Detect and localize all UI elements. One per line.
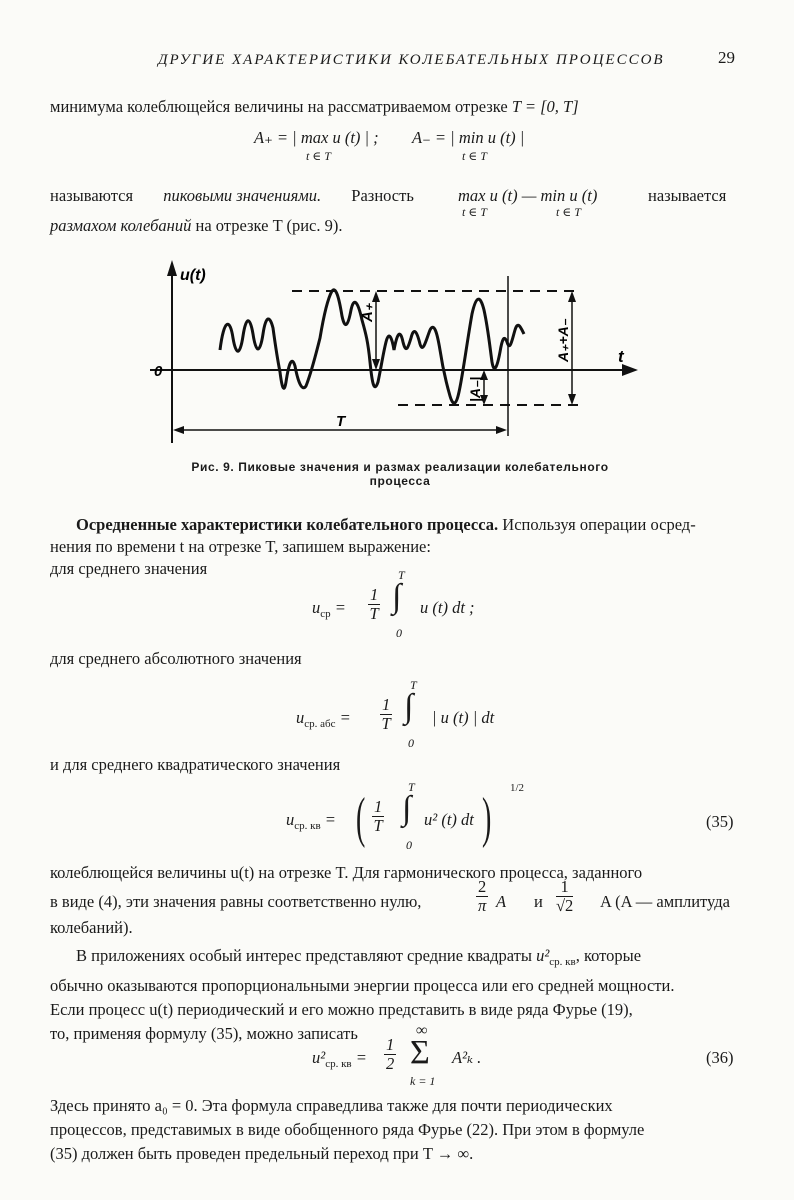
mean-lhs-sub: ср [320,608,331,620]
a-plus-subscript: t ∈ T [306,149,331,163]
rms-den: T [373,816,383,835]
applications-line1a: В приложениях особый интерес представляют средние квадраты [76,946,532,965]
applications-line1b: , которые [575,946,642,965]
paragraph-intro [50,94,738,119]
paragraph-notes [50,1094,738,1166]
frac-2-pi-var: A [496,892,507,911]
series-term: A²ₖ . [452,1048,482,1067]
mean-lower: 0 [396,626,402,640]
rms-integrand: u² (t) dt [424,810,474,829]
caption-line2: процесса [369,474,431,488]
rms-lhs: u [286,810,295,829]
applications-line2: обычно оказываются пропорциональными энергии процесса или его средней мощности. [50,976,675,995]
frac-1-sqrt2-num: 1 [556,878,573,897]
abs-lhs-sub: ср. абс [304,718,336,730]
applications-u2: u² [536,946,550,965]
a-plus-arrow-top [372,291,380,302]
rms-frac [372,798,384,835]
a-minus-expr: A₋ = | min u (t) | [412,128,525,147]
series-upper: ∞ [416,1022,428,1039]
p2-start: называются [50,186,134,205]
figure-9 [140,258,650,448]
paragraph-averaged [50,514,738,580]
y-axis-label: u(t) [180,267,206,284]
equation-number-36: (36) [706,1048,734,1067]
equation-a-minus [412,128,524,148]
series-lhs: u² [312,1048,326,1067]
series-num: 1 [386,1035,395,1054]
x-axis-arrow [622,364,638,376]
running-header: ДРУГИЕ ХАРАКТЕРИСТИКИ КОЛЕБАТЕЛЬНЫХ ПРОЦЕССОВ [158,52,665,68]
p2-diff: Разность [351,186,414,205]
range-arrow-top [568,291,576,302]
paragraph-peaks-line1 [50,186,414,206]
harmonic-line2b: A (A — амплитуда [600,892,730,911]
range-arrow-bottom [568,394,576,405]
range-term: размахом колебаний [50,216,192,235]
abs-integrand: | u (t) | dt [432,708,495,727]
period-label: T [336,413,346,430]
harmonic-line1: колеблющейся величины u(t) на отрезке T. Для гармонического процесса, заданного [50,863,643,882]
harmonic-and: и [534,892,543,911]
equation-a-plus [254,128,379,148]
abs-den: T [381,714,391,733]
frac-1-sqrt2-den: √2 [556,896,574,915]
applications-line3: Если процесс u(t) периодический и его можно представить в виде ряда Фурье (19), [50,1000,633,1019]
abs-lhs: u [296,708,305,727]
series-frac [384,1036,396,1073]
p2-called: называется [648,186,727,205]
intro-text: минимума колеблющейся величины на рассматриваемом отрезке [50,97,508,116]
applications-u2-sub: ср. кв [549,956,576,968]
rms-upper: T [408,780,415,794]
period-arrow-right [496,426,507,434]
period-arrow-left [173,426,184,434]
page-number: 29 [718,48,735,67]
series-sigma: Σ [410,1034,430,1071]
series-den: 2 [386,1054,395,1073]
mean-lhs: u [312,598,321,617]
abs-lower: 0 [408,736,414,750]
rms-num: 1 [374,797,383,816]
series-lhs-sub: ср. кв [325,1058,352,1070]
harmonic-line2 [50,892,421,912]
abs-num: 1 [382,695,391,714]
a-plus-expr: A₊ = | max u (t) | ; [254,128,379,147]
harmonic-line3: колебаний). [50,918,133,937]
equation-number-35: (35) [706,812,734,831]
peak-term: пиковыми значениями. [163,186,322,205]
rms-power: 1/2 [510,782,525,794]
frac-2-pi [476,878,488,915]
mean-num: 1 [370,585,379,604]
notes-line2: процессов, представимых в виде обобщенного ряда Фурье (22). При этом в формуле [50,1120,645,1139]
applications-line4: то, применяя формулу (35), можно записать [50,1024,358,1043]
frac-2-pi-den: π [477,896,487,915]
y-axis-arrow [167,260,177,276]
caption-line1: Рис. 9. Пиковые значения и размах реализации колебательного [191,460,609,474]
a-minus-subscript: t ∈ T [462,149,487,163]
mean-den: T [369,604,379,623]
paragraph-peaks-line2 [50,216,343,236]
a-minus-label: |A₋| [467,376,483,402]
range-label: A₊+A₋ [555,318,571,362]
abs-frac [380,696,392,733]
zero-label: 0 [154,363,163,380]
abs-integral-sign: ∫ [404,688,414,725]
frac-2-pi-num: 2 [478,877,487,896]
paragraph-rms: и для среднего квадратического значения [50,755,341,774]
a-plus-arrow-bottom [372,359,380,370]
rms-paren-right: ) [482,787,492,849]
mean-frac [368,586,380,623]
abs-upper: T [410,678,417,692]
p2-line2-rest: на отрезке T (рис. 9). [195,216,343,235]
mean-upper: T [398,568,405,582]
range-sub2: t ∈ T [556,205,581,219]
interval-math: T = [0, T] [511,97,579,116]
a-plus-label: A₊ [359,303,376,322]
harmonic-line2a: в виде (4), эти значения равны соответственно нулю, [50,892,422,911]
figure-caption [130,460,670,488]
paragraph-harmonic [50,860,738,886]
averaged-heading: Осредненные характеристики колебательного процесса. [76,515,499,534]
rms-integral-sign: ∫ [402,790,412,827]
x-axis-label: t [618,347,624,366]
averaged-rest: Используя операции осред- [502,515,696,534]
notes-line3: (35) должен быть проведен предельный переход при T → ∞. [50,1144,474,1163]
range-sub1: t ∈ T [462,205,487,219]
mean-integral-sign: ∫ [392,578,402,615]
mean-integrand: u (t) dt ; [420,598,475,617]
frac-1-sqrt2 [556,878,573,915]
notes-line1: Здесь принято a₀ = 0. Эта формула справедлива также для почти периодических [50,1096,613,1115]
averaged-line3: для среднего значения [50,559,208,578]
paragraph-abs: для среднего абсолютного значения [50,649,302,668]
rms-lhs-sub: ср. кв [294,820,321,832]
averaged-line2: нения по времени t на отрезке T, запишем выражение: [50,537,431,556]
series-lower: k = 1 [410,1074,436,1088]
range-expression: max u (t) — min u (t) [458,186,598,205]
rms-lower: 0 [406,838,412,852]
rms-paren-left: ( [356,787,366,849]
paragraph-applications [50,944,738,1046]
